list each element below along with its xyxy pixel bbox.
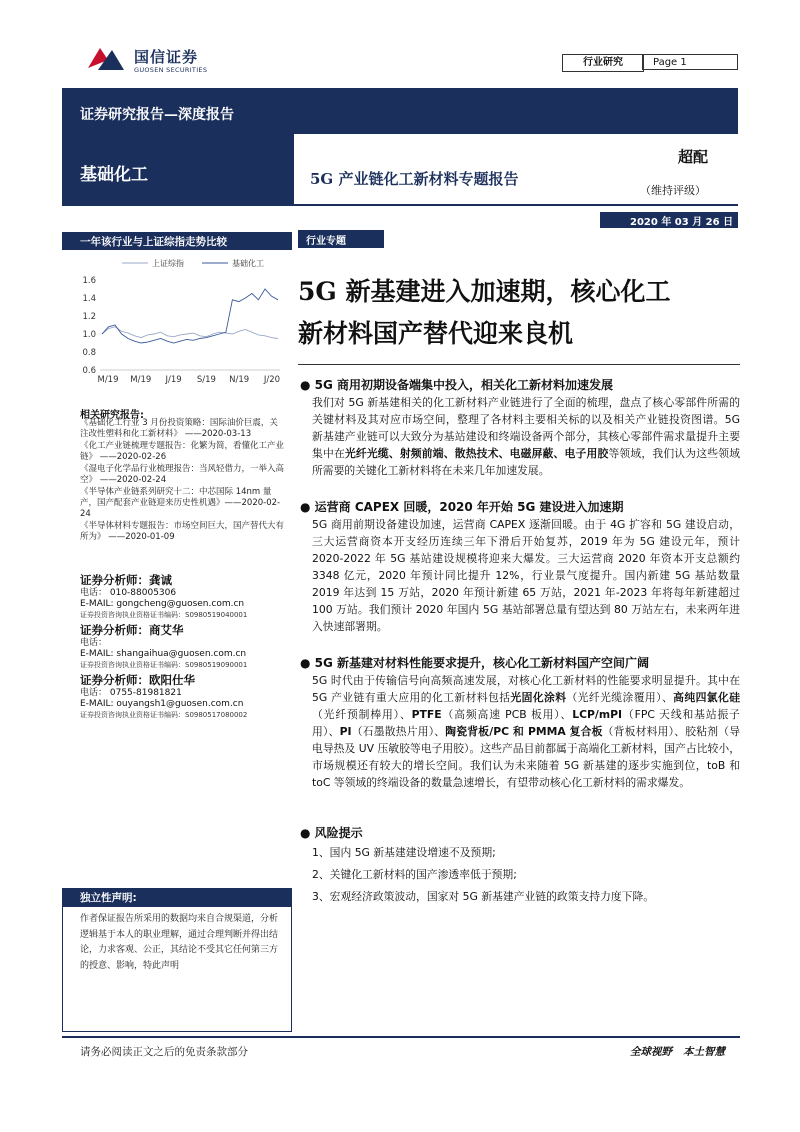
related-item: 《半导体材料专题报告：市场空间巨大，国产替代大有所为》 ——2020-01-09	[80, 521, 285, 542]
logo-mark-icon	[86, 44, 126, 74]
footer-disclaimer: 请务必阅读正文之后的免责条款部分	[80, 1046, 248, 1058]
report-type: 行业研究	[583, 57, 623, 68]
report-series: 证券研究报告—深度报告	[80, 107, 234, 123]
report-title: 5G 产业链化工新材料专题报告	[310, 170, 519, 188]
x-tick-label: J/20	[263, 375, 281, 385]
footer-line	[62, 1036, 740, 1038]
section-3-heading-text: 5G 新基建对材料性能要求提升，核心化工新材料国产空间广阔	[314, 656, 650, 670]
y-tick-label: 1.0	[82, 330, 96, 340]
section-3-heading	[300, 654, 740, 671]
risk-heading	[300, 824, 740, 841]
body-text-bold: PI	[339, 725, 352, 738]
bullet-icon: ●	[300, 378, 315, 392]
y-tick-label: 0.8	[82, 348, 96, 358]
body-text: 我们对 5G 新基建相关的化工新材料产业链进行了全面的梳理，盘点了核心零部件所需的关键材料及其对应市场空间，整理了各材料主要相关标的以及相关产业链投资图谱。5G 新基建产业链可以大致分为基站建设和终端设备两个部分，其核心零部件需求量提升主要集中在	[312, 396, 740, 460]
section-2-heading-text: 运营商 CAPEX 回暖，2020 年开始 5G 建设进入加速期	[314, 500, 624, 514]
body-text: 5G 时代由于传输信号向高频高速发展，对核心化工新材料的性能要求明显提升。其中在 5G 产业链有重大应用的化工新材料包括	[312, 674, 740, 704]
body-text-bold: 光固化涂料	[510, 691, 567, 704]
rating: 超配	[678, 148, 709, 166]
y-tick-label: 1.2	[82, 312, 96, 322]
analyst-license: 证券投资咨询执业资格证书编码：S0980519040001	[80, 611, 248, 619]
analyst-name: 证券分析师：欧阳仕华	[80, 673, 195, 687]
body-text-bold: LCP/mPI	[572, 708, 623, 721]
banner-white-strip	[294, 134, 295, 206]
x-tick-label: M/19	[97, 375, 119, 385]
analyst-license: 证券投资咨询执业资格证书编码：S0980517080002	[80, 711, 248, 719]
risk-heading-text: 风险提示	[314, 826, 363, 840]
related-research-list	[80, 418, 286, 543]
footer-slogan: 全球视野 本土智慧	[630, 1046, 725, 1058]
body-text: （光纤光缆涂覆用）、	[566, 691, 674, 704]
risk-list	[312, 842, 740, 908]
body-text-bold: PTFE	[411, 708, 442, 721]
related-research-title: 相关研究报告:	[80, 410, 144, 421]
section-1-body	[312, 394, 740, 479]
section-2-body	[312, 516, 740, 635]
body-text-bold: 高纯四氯化硅	[673, 691, 740, 704]
analyst-license: 证券投资咨询执业资格证书编码：S0980519090001	[80, 661, 248, 669]
report-date: 2020 年 03 月 26 日	[630, 217, 734, 228]
body-text: （光纤预制棒用）、	[312, 708, 412, 721]
y-tick-label: 1.4	[82, 294, 96, 304]
x-tick-label: S/19	[196, 375, 216, 385]
analyst-email: E-MAIL: ouyangsh1@guosen.com.cn	[80, 699, 244, 709]
chart-title: 一年该行业与上证综指走势比较	[80, 236, 227, 248]
topic-tag: 行业专题	[306, 236, 346, 247]
body-text: （石墨散热片用）、	[351, 725, 446, 738]
page-number: Page 1	[653, 57, 687, 68]
body-text: 5G 商用前期设备建设加速，运营商 CAPEX 逐渐回暖。由于 4G 扩容和 5G 建设启动，三大运营商资本开支经历连续三年下滑后开始复苏，2019 年为 5G 建设元年，预计 2020-2022 年 5G 基站建设规模将迎来大爆发。三大运营商 2020 年资本开支总额约 3348 亿元，2020 年预计同比提升 12%，行业景气度提升。国内新建 5G 基站数量 2019 年达到 15 万站，2020 年预计新建 65 万站，2021 年-2023 年将每年新建超过 100 万站。我们预计 2020 年国内 5G 基站部署总量有望达到 80 万站左右，未来两年进入快速部署期。	[312, 518, 740, 633]
report-type-box	[562, 54, 644, 72]
bullet-icon: ●	[300, 500, 315, 514]
headline-divider	[298, 364, 740, 365]
industry-name: 基础化工	[80, 165, 148, 185]
risk-item: 3、宏观经济政策波动，国家对 5G 新基建产业链的政策支持力度下降。	[312, 890, 655, 903]
company-name-en: GUOSEN SECURITIES	[134, 66, 208, 74]
body-text-bold: 陶瓷背板/PC 和 PMMA 复合板	[445, 725, 603, 738]
series-line-2	[102, 289, 278, 343]
chart-svg	[66, 254, 292, 392]
independence-text: 作者保证报告所采用的数据均来自合规渠道，分析逻辑基于本人的职业理解，通过合理判断并得出结论，力求客观、公正，其结论不受其它任何第三方的授意、影响，特此声明	[80, 914, 279, 971]
y-tick-label: 1.6	[82, 276, 96, 286]
rating-note: （维持评级）	[640, 184, 706, 197]
page-number-box	[642, 54, 738, 70]
risk-item: 1、国内 5G 新基建建设增速不及预期;	[312, 846, 496, 859]
body-text-bold: 光纤光缆、射频前端、散热技术、电磁屏蔽、电子用胶	[344, 447, 609, 460]
company-name-cn: 国信证券	[134, 48, 199, 66]
risk-item: 2、关键化工新材料的国产渗透率低于预期;	[312, 868, 517, 881]
bullet-icon: ●	[300, 826, 315, 840]
section-3-body	[312, 672, 740, 791]
x-tick-label: J/19	[165, 375, 182, 385]
analyst-phone: 电话： 010-88005306	[80, 588, 177, 598]
related-item: 《化工产业链梳理专题报告：化繁为简，看懂化工产业链》 ——2020-02-26	[80, 441, 285, 462]
analyst-phone: 电话：	[80, 638, 108, 648]
analyst-name: 证券分析师：商艾华	[80, 623, 184, 637]
independence-title: 独立性声明:	[80, 892, 137, 904]
headline-line-1: 5G 新基建进入加速期，核心化工	[298, 277, 671, 306]
legend-label: 上证综指	[152, 259, 184, 268]
company-logo	[86, 44, 126, 74]
analyst-email: E-MAIL: gongcheng@guosen.com.cn	[80, 599, 245, 609]
body-text: （背板材料用）、胶粘剂（导电导热及 UV 压敏胶等电子用胶）。这些产品目前都属于高端化工新材料，国产占比较小，市场规模还有较大的增长空间。我们认为未来随着 5G 新基建的逐步实施到位，toB 和 toC 等领域的终端设备的数量急速增长，有望带动核心化工新材料的需求爆发。	[312, 725, 740, 789]
analyst-phone: 电话： 0755-81981821	[80, 688, 182, 698]
section-1-heading-text: 5G 商用初期设备端集中投入，相关化工新材料加速发展	[314, 378, 614, 392]
body-text: 等领域，我们认为这些领域所需要的关键化工新材料将在未来几年加速发展。	[312, 447, 741, 477]
x-tick-label: N/19	[229, 375, 250, 385]
analyst-email: E-MAIL: shangaihua@guosen.com.cn	[80, 649, 247, 659]
section-1-heading	[300, 376, 740, 393]
body-text: （FPC 天线和基站振子用）、	[312, 708, 740, 738]
analyst-block	[80, 572, 294, 720]
headline-line-2: 新材料国产替代迎来良机	[298, 319, 574, 348]
related-item: 《半导体产业链系列研究十二：中芯国际 14nm 量产，国产配套产业链迎来历史性机遇》——2020-02-24	[80, 487, 281, 519]
related-item: 《基础化工行业 3 月份投资策略：国际油价巨震，关注改性塑料和化工新材料》 ——2020-03-13	[80, 418, 278, 439]
x-tick-label: M/19	[130, 375, 152, 385]
related-item: 《湿电子化学品行业梳理报告：当风轻借力，一举入高空》 ——2020-02-24	[80, 464, 285, 485]
series-line-1	[102, 327, 278, 339]
legend-label: 基础化工	[232, 259, 264, 268]
body-text: （高频高速 PCB 板用）、	[441, 708, 573, 721]
bullet-icon: ●	[300, 656, 315, 670]
y-tick-label: 0.6	[82, 366, 96, 376]
index-comparison-chart	[66, 254, 292, 392]
section-2-heading	[300, 498, 740, 515]
analyst-name: 证券分析师：龚诚	[80, 573, 172, 587]
banner-bottom-line	[294, 204, 738, 206]
